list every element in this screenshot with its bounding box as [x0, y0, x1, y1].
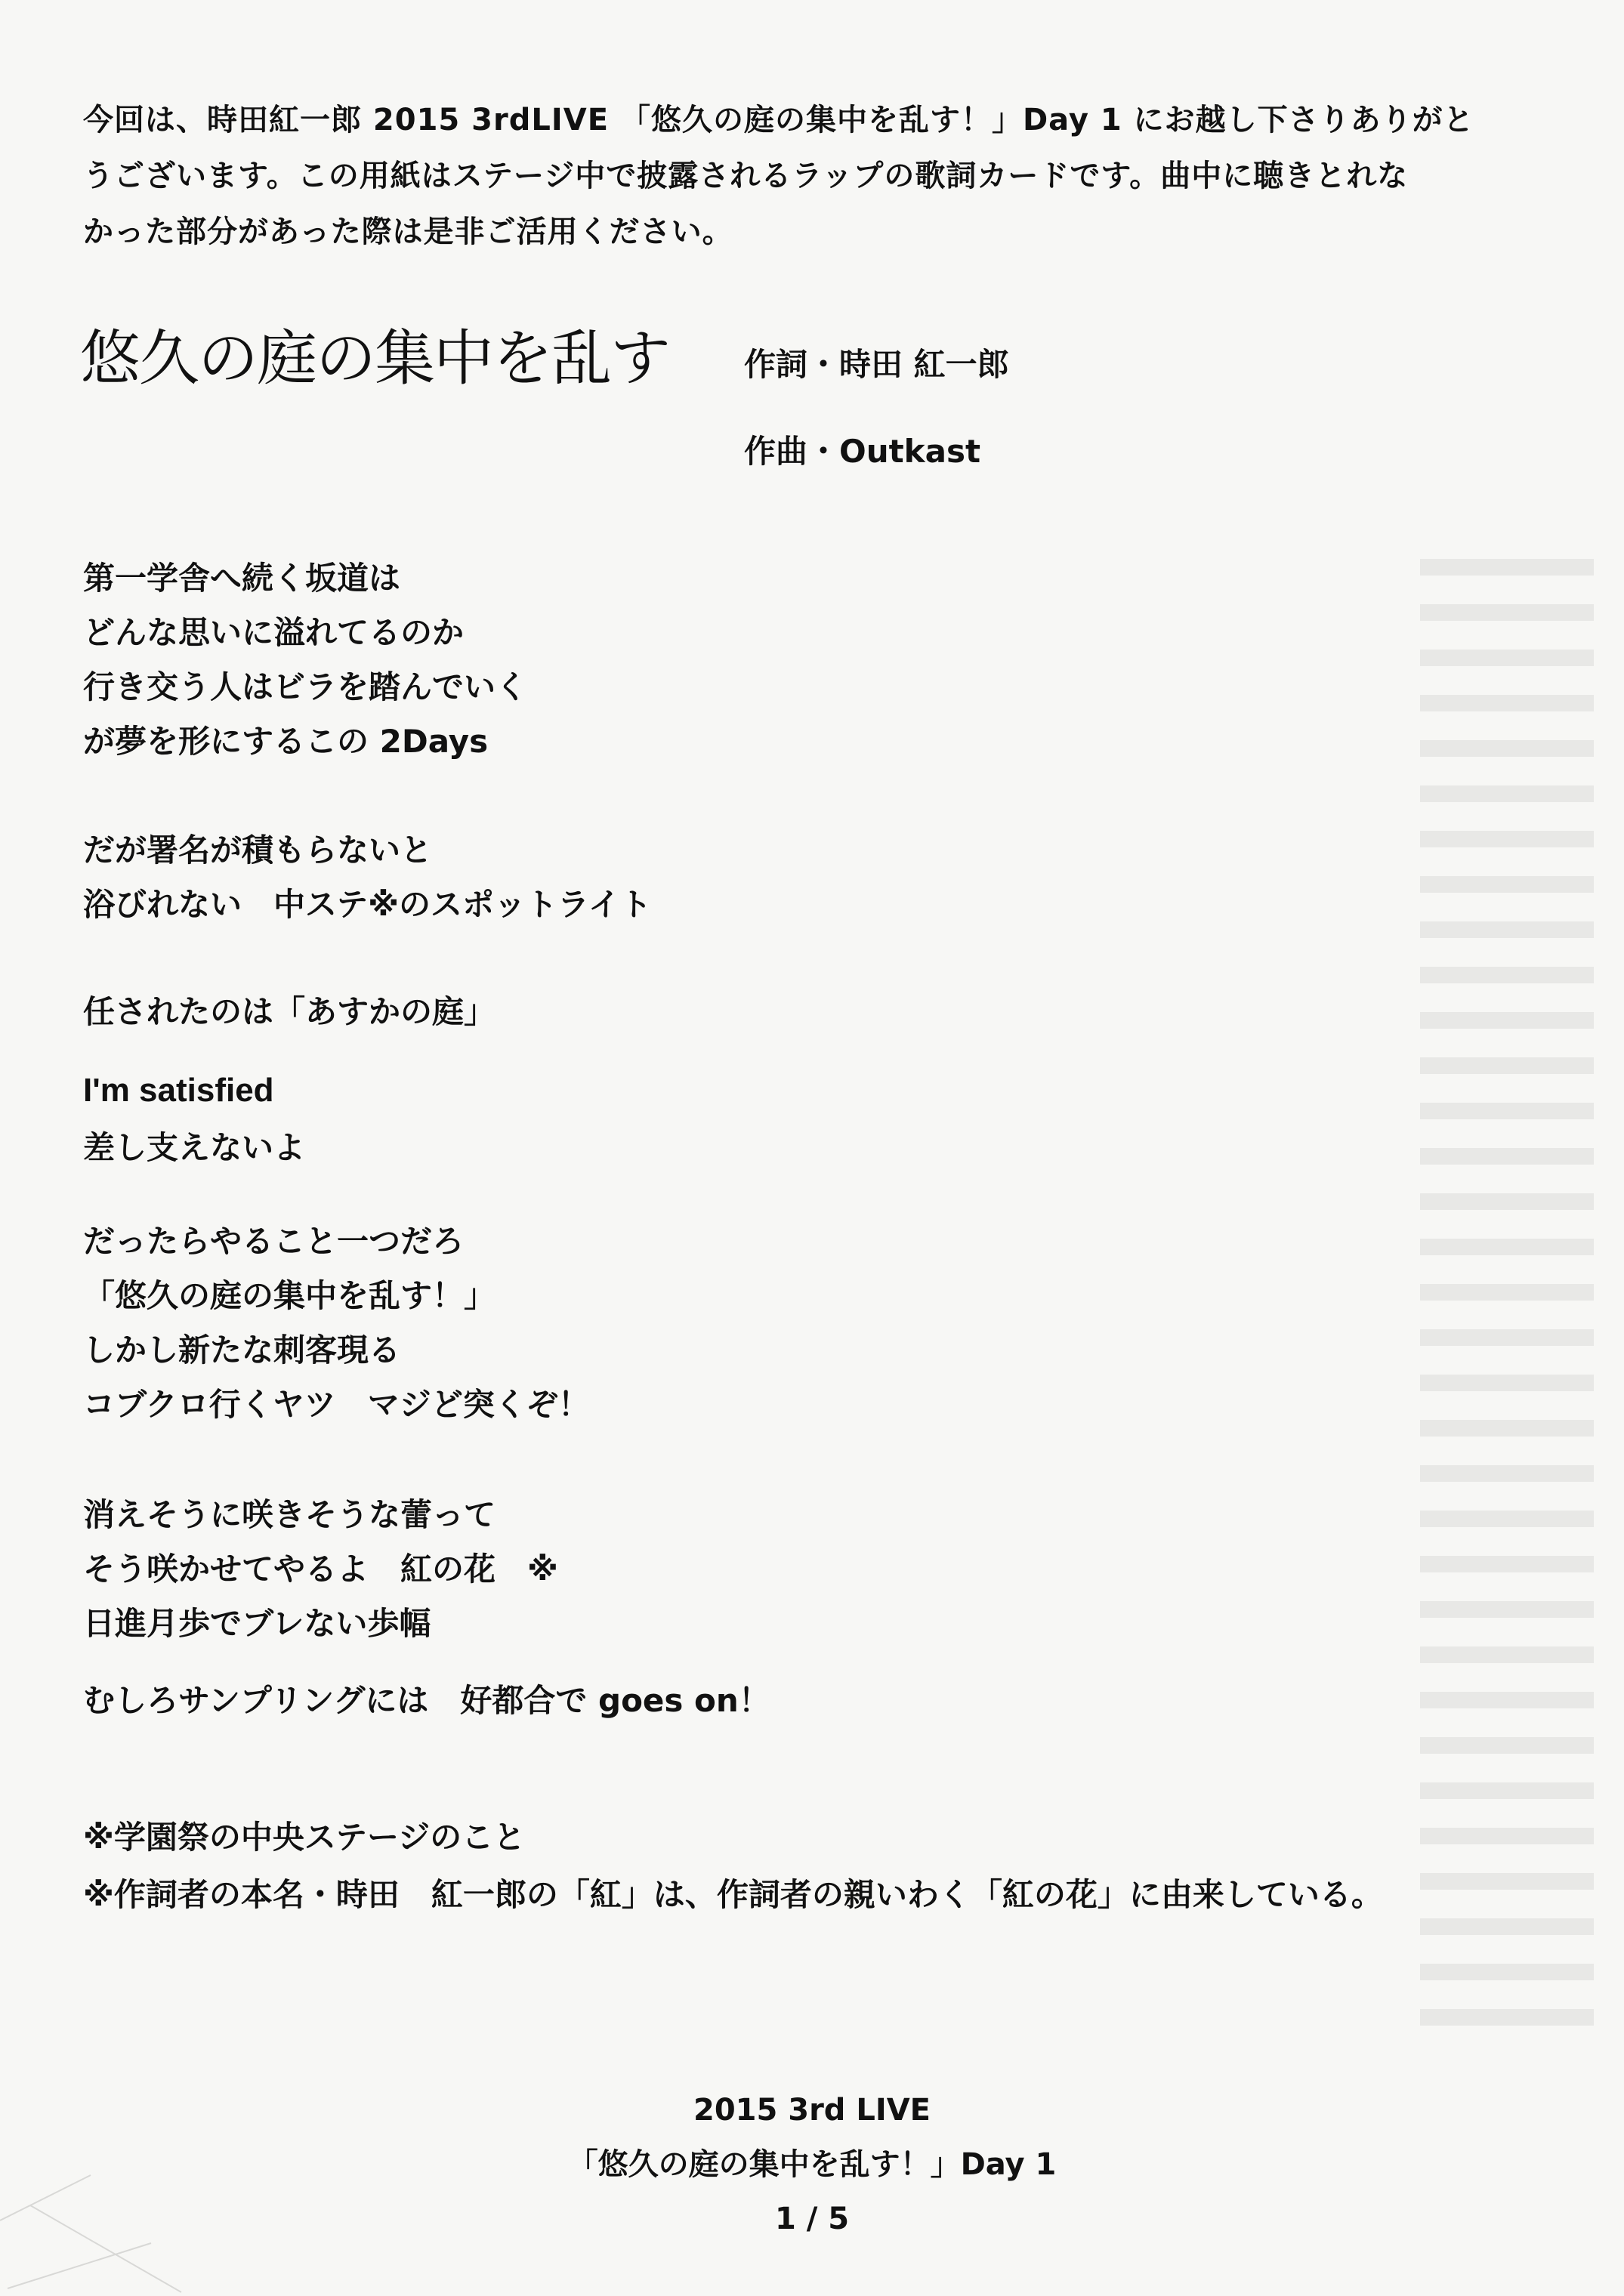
stanza [83, 823, 1518, 932]
paper-crease-mark [0, 2130, 196, 2296]
music-credit: 作曲・Outkast [744, 433, 981, 470]
lyric-line: 日進月歩でブレない歩幅 [83, 1605, 431, 1642]
lyric-line: 「悠久の庭の集中を乱す！」 [83, 1277, 496, 1314]
lyric-line: 行き交う人はビラを踏んでいく [83, 668, 528, 705]
footnotes [83, 1809, 1556, 1924]
lyric-line: むしろサンプリングには 好都合で goes on！ [83, 1682, 770, 1719]
lyrics-body [83, 551, 1518, 1728]
lyric-line: 差し支えないよ [83, 1129, 306, 1166]
footer-event: 2015 3rd LIVE [693, 2093, 931, 2128]
intro-line: うございます。この用紙はステージ中で披露されるラップの歌詞カードです。曲中に聴きとれな [83, 159, 1409, 193]
lyric-line: コブクロ行くヤツ マジど突くぞ！ [83, 1386, 590, 1423]
lyric-line: が夢を形にするこの 2Days [83, 723, 489, 760]
lyrics-credit: 作詞・時田 紅一郎 [744, 346, 1009, 383]
footnote: ※作詞者の本名・時田 紅一郎の「紅」は、作詞者の親いわく「紅の花」に由来している。 [83, 1876, 1383, 1913]
page-number: 1 / 5 [774, 2202, 850, 2236]
intro-paragraph [83, 92, 1518, 260]
lyric-line: I'm satisfied [83, 1072, 274, 1109]
stanza [83, 1060, 1518, 1175]
intro-line: 今回は、時田紅一郎 2015 3rdLIVE 「悠久の庭の集中を乱す！」Day 1 にお越し下さりありがと [83, 103, 1474, 137]
stanza [83, 1488, 1518, 1651]
lyric-line: だが署名が積もらないと [83, 832, 433, 869]
lyric-line: 浴びれない 中ステ※のスポットライト [83, 886, 652, 923]
lyric-line: だったらやること一つだろ [83, 1223, 465, 1260]
lyric-line: 消えそうに咲きそうな蕾って [83, 1496, 496, 1533]
footnote: ※学園祭の中央ステージのこと [83, 1819, 526, 1856]
lyric-line: 第一学舎へ続く坂道は [83, 560, 401, 597]
page-footer [0, 2083, 1624, 2246]
lyric-line: しかし新たな刺客現る [83, 1332, 401, 1369]
lyric-line: どんな思いに溢れてるのか [83, 614, 465, 651]
stanza [83, 1214, 1518, 1432]
stanza [83, 551, 1518, 769]
stanza [83, 985, 1518, 1039]
intro-line: かった部分があった際は是非ご活用ください。 [83, 214, 733, 249]
lyric-line: そう咲かせてやるよ 紅の花 ※ [83, 1551, 558, 1588]
lyric-line: 任されたのは「あすかの庭」 [83, 993, 496, 1030]
footer-title: 「悠久の庭の集中を乱す！」Day 1 [567, 2147, 1057, 2182]
song-title: 悠久の庭の集中を乱す [80, 323, 669, 393]
stanza [83, 1674, 1518, 1728]
